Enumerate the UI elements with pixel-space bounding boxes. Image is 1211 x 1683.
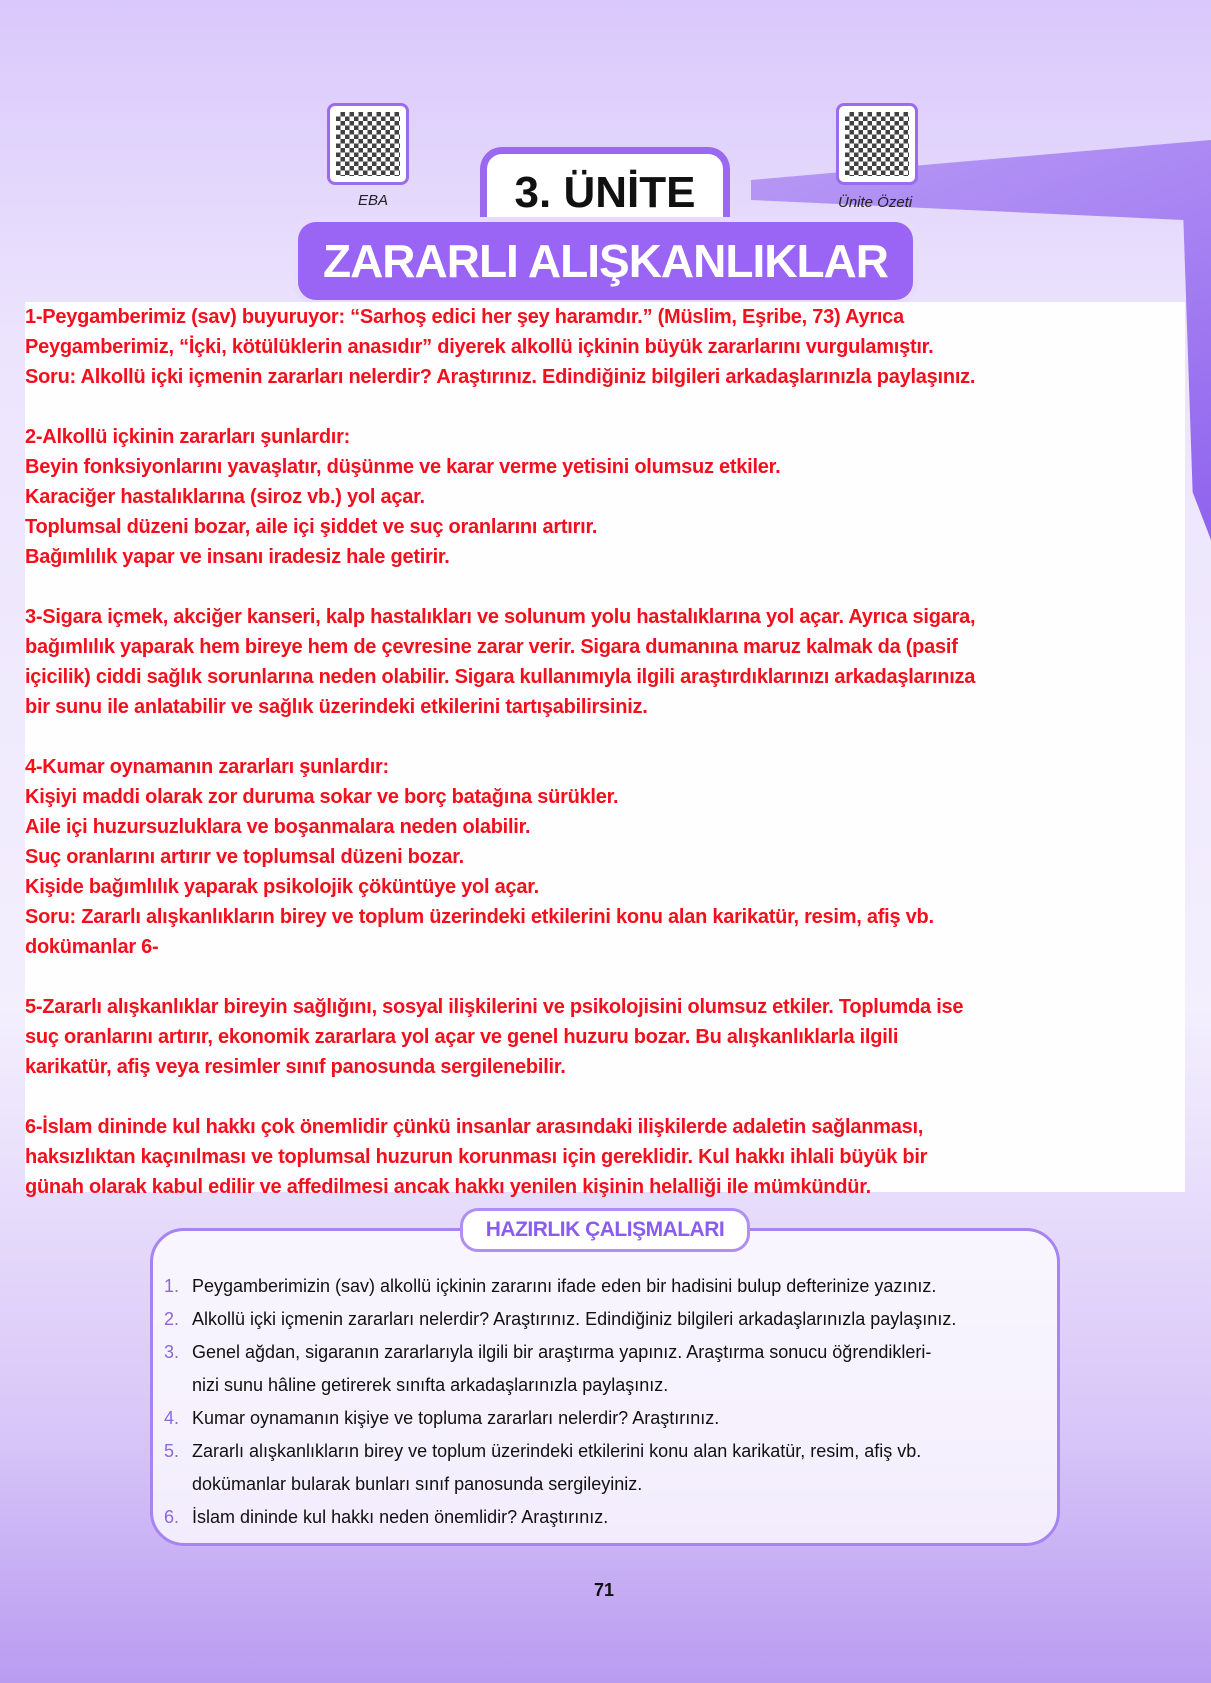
text-line: suç oranlarını artırır, ekonomik zararlara yol açar ve genel huzuru bozar. Bu alışkanlıklarla ilgili bbox=[25, 1026, 899, 1048]
prep-item bbox=[162, 1303, 1052, 1336]
paragraph bbox=[25, 992, 1185, 1082]
prep-item bbox=[162, 1435, 1052, 1468]
item-number: 5. bbox=[164, 1441, 180, 1461]
prep-item bbox=[162, 1270, 1052, 1303]
text-line: Kişiyi maddi olarak zor duruma sokar ve borç batağına sürükler. bbox=[25, 786, 619, 808]
item-text: Alkollü içki içmenin zararları nelerdir? Araştırınız. Edindiğiniz bilgileri arkadaşlarınızla paylaşınız. bbox=[192, 1309, 957, 1329]
text-line: dokümanlar 6- bbox=[25, 936, 159, 958]
prep-list bbox=[162, 1270, 1052, 1534]
item-number: 4. bbox=[164, 1408, 180, 1428]
item-number bbox=[162, 1369, 192, 1402]
text-line: 2-Alkollü içkinin zararları şunlardır: bbox=[25, 426, 351, 448]
text-line: haksızlıktan kaçınılması ve toplumsal huzurun korunması için gereklidir. Kul hakkı ihlali büyük bir bbox=[25, 1146, 928, 1168]
page-number: 71 bbox=[594, 1580, 615, 1600]
text-line: Soru: Alkollü içki içmenin zararları nelerdir? Araştırınız. Edindiğiniz bilgileri arkadaşlarınızla paylaşınız. bbox=[25, 366, 976, 388]
prep-item bbox=[162, 1402, 1052, 1435]
item-text: Kumar oynamanın kişiye ve topluma zararları nelerdir? Araştırınız. bbox=[192, 1408, 720, 1428]
text-line: Peygamberimiz, “İçki, kötülüklerin anasıdır” diyerek alkollü içkinin büyük zararlarını vurgulamıştır. bbox=[25, 336, 934, 358]
text-line: günah olarak kabul edilir ve affedilmesi ancak hakkı yenilen kişinin helalliği ile mümkündür. bbox=[25, 1176, 871, 1198]
item-number: 6. bbox=[164, 1507, 180, 1527]
text-line: bir sunu ile anlatabilir ve sağlık üzerindeki etkilerini tartışabilirsiniz. bbox=[25, 696, 648, 718]
text-line: 6-İslam dininde kul hakkı çok önemlidir çünkü insanlar arasındaki ilişkilerde adaletin sağlanması, bbox=[25, 1116, 924, 1138]
prep-item bbox=[162, 1468, 1052, 1501]
unit-title: ZARARLI ALIŞKANLIKLAR bbox=[298, 222, 913, 300]
prep-title: HAZIRLIK ÇALIŞMALARI bbox=[460, 1208, 750, 1252]
text-line: Aile içi huzursuzluklara ve boşanmalara neden olabilir. bbox=[25, 816, 531, 838]
item-text: Zararlı alışkanlıkların birey ve toplum üzerindeki etkilerini konu alan karikatür, resim, afiş vb. bbox=[192, 1441, 922, 1461]
prep-item bbox=[162, 1369, 1052, 1402]
text-line: 5-Zararlı alışkanlıklar bireyin sağlığını, sosyal ilişkilerini ve psikolojisini olumsuz etkiler. Toplumda ise bbox=[25, 996, 964, 1018]
text-line: Suç oranlarını artırır ve toplumsal düzeni bozar. bbox=[25, 846, 464, 868]
text-line: karikatür, afiş veya resimler sınıf panosunda sergilenebilir. bbox=[25, 1056, 566, 1078]
text-line: Bağımlılık yapar ve insanı iradesiz hale getirir. bbox=[25, 546, 450, 568]
qr-right-label: Ünite Özeti bbox=[838, 194, 913, 211]
paragraph bbox=[25, 602, 1185, 722]
item-number: 1. bbox=[164, 1276, 180, 1296]
eba-qr-code[interactable] bbox=[327, 103, 409, 185]
qr-left-label: EBA bbox=[358, 192, 389, 209]
text-line: içicilik) ciddi sağlık sorunlarına neden olabilir. Sigara kullanımıyla ilgili araştırdıklarınızı arkadaşlarınıza bbox=[25, 666, 976, 688]
prep-item bbox=[162, 1336, 1052, 1369]
text-line: 3-Sigara içmek, akciğer kanseri, kalp hastalıkları ve solunum yolu hastalıklarına yol açar. Ayrıca sigara, bbox=[25, 606, 976, 628]
text-line: Beyin fonksiyonlarını yavaşlatır, düşünme ve karar verme yetisini olumsuz etkiler. bbox=[25, 456, 781, 478]
text-line: 1-Peygamberimiz (sav) buyuruyor: “Sarhoş edici her şey haramdır.” (Müslim, Eşribe, 73) Ayrıca bbox=[25, 306, 904, 328]
text-line: Soru: Zararlı alışkanlıkların birey ve toplum üzerindeki etkilerini konu alan karikatür, resim, afiş vb. bbox=[25, 906, 934, 928]
item-text: Genel ağdan, sigaranın zararlarıyla ilgili bir araştırma yapınız. Araştırma sonucu öğrendikleri- bbox=[192, 1342, 932, 1362]
unit-summary-qr-code[interactable] bbox=[836, 103, 918, 185]
item-text: İslam dininde kul hakkı neden önemlidir? Araştırınız. bbox=[192, 1507, 609, 1527]
text-line: Toplumsal düzeni bozar, aile içi şiddet ve suç oranlarını artırır. bbox=[25, 516, 598, 538]
item-number: 2. bbox=[164, 1309, 180, 1329]
paragraph bbox=[25, 752, 1185, 962]
item-text: dokümanlar bularak bunları sınıf panosunda sergileyiniz. bbox=[192, 1474, 643, 1494]
prep-item bbox=[162, 1501, 1052, 1534]
text-line: Kişide bağımlılık yaparak psikolojik çöküntüye yol açar. bbox=[25, 876, 539, 898]
text-line: Karaciğer hastalıklarına (siroz vb.) yol açar. bbox=[25, 486, 425, 508]
text-line: 4-Kumar oynamanın zararları şunlardır: bbox=[25, 756, 389, 778]
item-number: 3. bbox=[164, 1342, 180, 1362]
item-text: nizi sunu hâline getirerek sınıfta arkadaşlarınızla paylaşınız. bbox=[192, 1375, 669, 1395]
paragraph bbox=[25, 302, 1185, 392]
paragraph bbox=[25, 422, 1185, 572]
paragraph bbox=[25, 1112, 1185, 1202]
item-text: Peygamberimizin (sav) alkollü içkinin zararını ifade eden bir hadisini bulup defterinize yazınız. bbox=[192, 1276, 937, 1296]
answer-text-area bbox=[25, 302, 1185, 1198]
item-number bbox=[162, 1468, 192, 1501]
unit-number: 3. ÜNİTE bbox=[480, 147, 730, 227]
text-line: bağımlılık yaparak hem bireye hem de çevresine zarar verir. Sigara dumanına maruz kalmak da (pasif bbox=[25, 636, 958, 658]
